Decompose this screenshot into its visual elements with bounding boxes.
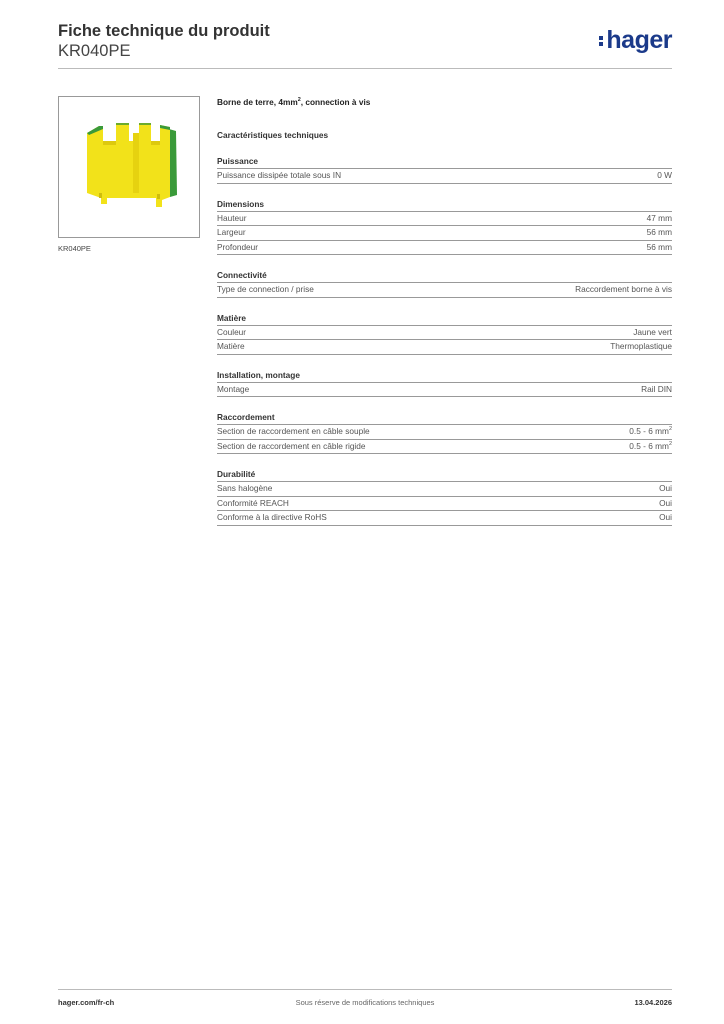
- spec-value: Jaune vert: [633, 326, 672, 337]
- spec-row: [217, 383, 672, 398]
- logo-text: hager: [606, 26, 672, 54]
- spec-value: 47 mm: [646, 212, 672, 223]
- spec-group: [217, 369, 672, 398]
- product-reference: KR040PE: [58, 42, 131, 60]
- product-image-frame: [58, 96, 200, 238]
- spec-row: [217, 226, 672, 241]
- page-title: Fiche technique du produit: [58, 22, 270, 40]
- footer-date: 13.04.2026: [634, 998, 672, 1007]
- spec-label: Section de raccordement en câble rigide: [217, 440, 366, 451]
- logo-dots-icon: [599, 34, 604, 48]
- spec-group: [217, 198, 672, 256]
- spec-value: Oui: [659, 512, 672, 522]
- spec-group: [217, 155, 672, 184]
- hager-logo: [599, 27, 672, 53]
- spec-row: [217, 169, 672, 184]
- spec-value: 0.5 - 6 $mm^2$: [629, 426, 672, 436]
- spec-label: Matière: [217, 341, 245, 351]
- group-title: Dimensions: [217, 198, 672, 212]
- spec-group: [217, 468, 672, 526]
- group-title: Durabilité: [217, 468, 672, 482]
- spec-label: Couleur: [217, 326, 247, 337]
- footer-disclaimer: Sous réserve de modifications techniques: [295, 998, 435, 1007]
- page-footer: [58, 998, 672, 1012]
- spec-row: [217, 482, 672, 497]
- page-header: [58, 22, 672, 68]
- spec-value: 56 mm: [646, 241, 672, 252]
- spec-row: [217, 326, 672, 341]
- image-caption: KR040PE: [58, 244, 91, 253]
- spec-value: 0 W: [657, 170, 672, 180]
- spec-value: Thermoplastique: [610, 341, 672, 351]
- group-title: Raccordement: [217, 411, 672, 425]
- spec-value: Oui: [659, 497, 672, 508]
- group-title: Installation, montage: [217, 369, 672, 383]
- spec-value: Rail DIN: [641, 383, 672, 394]
- spec-row: [217, 511, 672, 526]
- group-title: Puissance: [217, 155, 672, 169]
- spec-label: Hauteur: [217, 212, 247, 223]
- spec-value: 0.5 - 6 $mm^2$: [629, 440, 672, 451]
- spec-value: Oui: [659, 483, 672, 493]
- footer-divider: [58, 989, 672, 990]
- spec-content: [217, 96, 672, 526]
- terminal-block-image: [59, 97, 199, 237]
- spec-groups: [217, 155, 672, 526]
- spec-label: Largeur: [217, 227, 246, 237]
- spec-label: Sans halogène: [217, 483, 273, 493]
- spec-label: Conforme à la directive RoHS: [217, 512, 327, 522]
- spec-label: Puissance dissipée totale sous IN: [217, 170, 342, 180]
- spec-group: [217, 312, 672, 355]
- spec-label: Section de raccordement en câble souple: [217, 426, 370, 436]
- spec-row: [217, 241, 672, 256]
- header-divider: [58, 68, 672, 69]
- group-title: Connectivité: [217, 269, 672, 283]
- spec-label: Conformité REACH: [217, 497, 289, 508]
- section-title: Caractéristiques techniques: [217, 130, 329, 140]
- spec-row: [217, 440, 672, 455]
- spec-value: 56 mm: [646, 227, 672, 237]
- footer-website-link[interactable]: hager.com/fr-ch: [58, 998, 115, 1007]
- spec-group: [217, 269, 672, 298]
- product-description: Borne de terre, $4mm^2$, connection à vis: [217, 97, 371, 107]
- spec-label: Montage: [217, 383, 250, 394]
- spec-row: [217, 425, 672, 440]
- spec-row: [217, 283, 672, 298]
- spec-label: Type de connection / prise: [217, 284, 314, 294]
- spec-row: [217, 497, 672, 512]
- spec-row: [217, 212, 672, 227]
- spec-label: Profondeur: [217, 241, 259, 252]
- group-title: Matière: [217, 312, 672, 326]
- spec-group: [217, 411, 672, 454]
- spec-row: [217, 340, 672, 355]
- spec-value: Raccordement borne à vis: [575, 284, 672, 294]
